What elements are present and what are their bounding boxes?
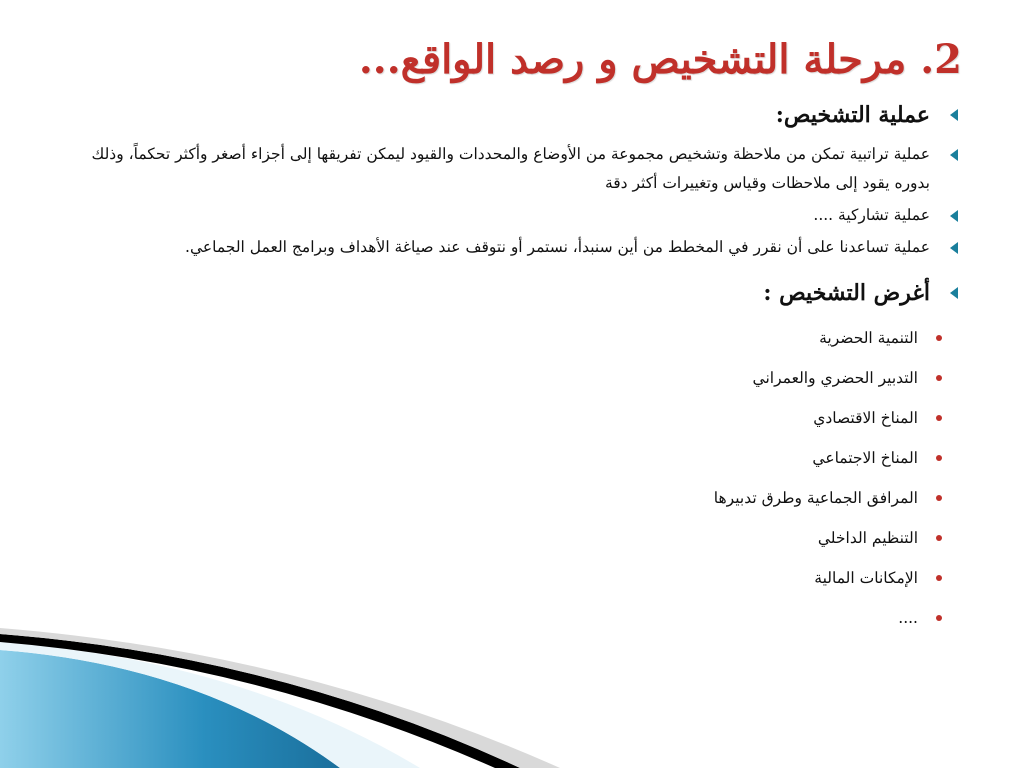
- grey-stroke: [0, 628, 560, 768]
- black-stroke: [0, 634, 520, 768]
- sub-bullet-text: التنظيم الداخلي: [817, 529, 918, 547]
- sub-bullet-item: [73, 558, 958, 598]
- sub-bullet-item: [73, 478, 958, 518]
- blue-wave: [0, 650, 340, 768]
- list-item-text: عملية تراتبية تمكن من ملاحظة وتشخيص مجموعة من الأوضاع والمحددات والقيود ليمكن تفريقها إلى أجزاء أصغر وأكثر تحكماً، وذلك بدوره يقود إلى ملاحظات وقياس وتغييرات أكثر دقة: [91, 145, 930, 192]
- dot-bullet-icon: [936, 575, 942, 581]
- sub-bullet-text: الإمكانات المالية: [814, 569, 918, 587]
- dot-bullet-icon: [936, 455, 942, 461]
- dot-bullet-icon: [936, 535, 942, 541]
- sub-bullet-item: [73, 318, 958, 358]
- sub-bullet-item: [73, 438, 958, 478]
- sub-bullet-text: التنمية الحضرية: [819, 329, 918, 347]
- sub-bullet-item: [73, 598, 958, 638]
- dot-bullet-icon: [936, 335, 942, 341]
- light-wave: [0, 642, 420, 768]
- arrow-bullet-icon: [950, 149, 958, 161]
- sub-bullet-text: المناخ الاجتماعي: [812, 449, 918, 467]
- sub-bullet-item: [73, 518, 958, 558]
- section-heading-text: عملية التشخيص:: [775, 102, 930, 128]
- section-heading-purposes: [73, 276, 958, 310]
- dot-bullet-icon: [936, 415, 942, 421]
- dot-bullet-icon: [936, 375, 942, 381]
- sub-bullet-text: ....: [898, 609, 918, 627]
- list-item: [73, 201, 958, 230]
- section-heading-diagnosis: [73, 98, 958, 132]
- arrow-bullet-icon: [950, 287, 958, 299]
- dot-bullet-icon: [936, 495, 942, 501]
- list-item-text: عملية تشاركية ....: [813, 206, 930, 224]
- sub-bullet-text: التدبير الحضري والعمراني: [752, 369, 918, 387]
- sub-bullet-text: المرافق الجماعية وطرق تدبيرها: [713, 489, 918, 507]
- section-heading-text: أغرض التشخيص :: [763, 280, 930, 306]
- slide-title: 2. مرحلة التشخيص و رصد الواقع...: [358, 36, 962, 83]
- slide-content: [73, 98, 958, 638]
- list-item-text: عملية تساعدنا على أن نقرر في المخطط من أين سنبدأ، نستمر أو نتوقف عند صياغة الأهداف وبرامج العمل الجماعي.: [185, 238, 930, 256]
- sub-bullet-item: [73, 358, 958, 398]
- arrow-bullet-icon: [950, 210, 958, 222]
- dot-bullet-icon: [936, 615, 942, 621]
- sub-bullet-item: [73, 398, 958, 438]
- arrow-bullet-icon: [950, 109, 958, 121]
- arrow-bullet-icon: [950, 242, 958, 254]
- list-item: [73, 140, 958, 198]
- sub-bullet-text: المناخ الاقتصادي: [813, 409, 918, 427]
- list-item: [73, 233, 958, 262]
